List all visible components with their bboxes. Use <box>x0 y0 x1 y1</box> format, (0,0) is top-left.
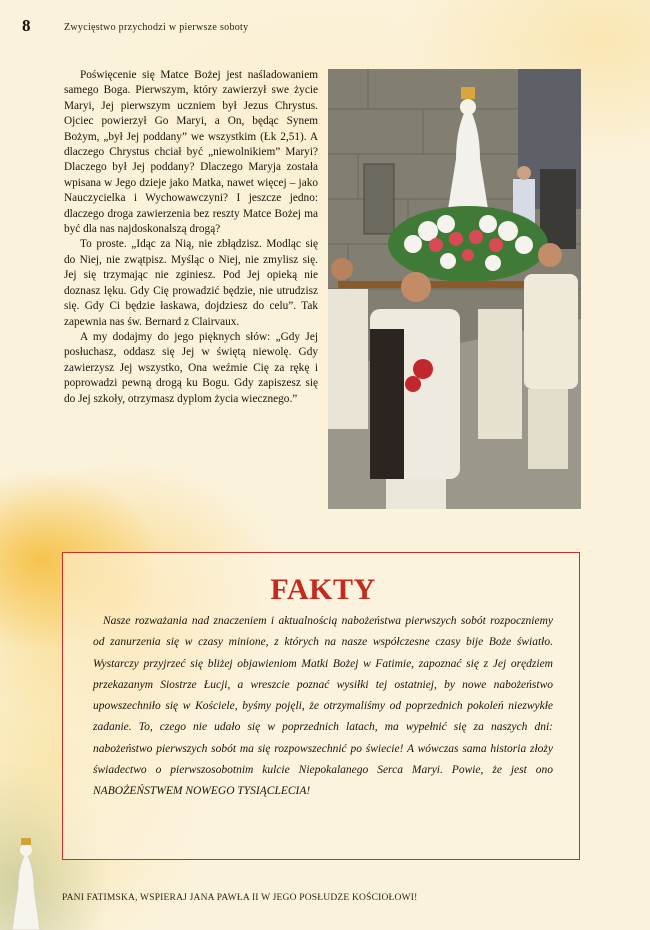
page-number: 8 <box>22 16 31 35</box>
article-paragraph-2: To proste. „Idąc za Nią, nie zbłądzisz. Modląc się do Niej, nie zwątpisz. Myśląc o Niej, nie zmylisz się. Jej się trzymając nie zginiesz. Pod Jej opieką nie doznasz lęku. Gdy Cię prowadzić będzie, nie utrudzisz się. Gdy Ci będzie łaskawa, dojdziesz do celu”. Tak zapewnia nas św. Bernard z Clairvaux. <box>64 238 318 328</box>
running-title: Zwycięstwo przychodzi w pierwsze soboty <box>64 22 249 33</box>
facts-title: FAKTY <box>270 573 376 606</box>
footer-prayer: PANI FATIMSKA, WSPIERAJ JANA PAWŁA II W JEGO POSŁUDZE KOŚCIOŁOWI! <box>62 893 418 903</box>
article-paragraph-3: A my dodajmy do jego pięknych słów: „Gdy Jej posłuchasz, oddasz się Jej w świętą niewolę. Gdy zawierzysz Jej wszystko, Ona weźmie Cię za rękę i poprowadzi pewną drogą ku Bogu. Gdy zapiszesz się do Jej szkoły, otrzymasz dyplom życia wiecznego.” <box>64 330 318 405</box>
article-paragraph-1: Poświęcenie się Matce Bożej jest naśladowaniem samego Boga. Pierwszym, który zawierzył swe życie Maryi, Jej pierwszym uczniem był Jezus Chrystus. Ojciec powierzył Go Maryi, a On, będąc Synem Bożym, „był Jej poddany” we wszystkim (Łk 2,51). A dlaczego Chrystus chciał być „niewolnikiem” Maryi? Dlaczego był Jej poddany? Dlaczego Maryja została wpisana w Jego dzieje jako Matka, nawet więcej – jako Nauczycielka i Wychowawczyni? I jeszcze jedno: dlaczego droga zawierzenia bez reszty Matce Bożej ma być dla nas najdoskonalszą drogą? <box>64 69 318 236</box>
facts-box <box>62 552 580 860</box>
procession-photo <box>328 69 581 509</box>
article-body <box>64 68 318 407</box>
procession-photo-illustration <box>328 69 581 509</box>
facts-text: Nasze rozważania nad znaczeniem i aktualnością nabożeństwa pierwszych sobót rozpoczniemy od zanurzenia się w czasy minione, z których na nasze współczesne czasy bije Boże światło. Wystarczy przyjrzeć się bliżej objawieniom Matki Bożej w Fatimie, zapoznać się z Jej orędziem przekazanym Siostrze Łucji, a wreszcie poznać wysiłki tej ostatniej, by nowe nabożeństwo upowszechniło się w Kościele, byśmy pojęli, że otrzymaliśmy od poprzednich pokoleń niezwykłe zadanie. To, czego nie udało się w poprzednich latach, ma wypełnić się za naszych dni: nabożeństwo pierwszych sobót ma się rozpowszechnić po świecie! A wówczas sama historia złoży świadectwo o pierwszosobotnim kulcie Niepokalanego Serca Maryi. Powie, że jest ono NABOŻEŃSTWEM NOWEGO TYSIĄCLECIA! <box>93 615 553 798</box>
fatima-statue-icon <box>6 838 46 930</box>
